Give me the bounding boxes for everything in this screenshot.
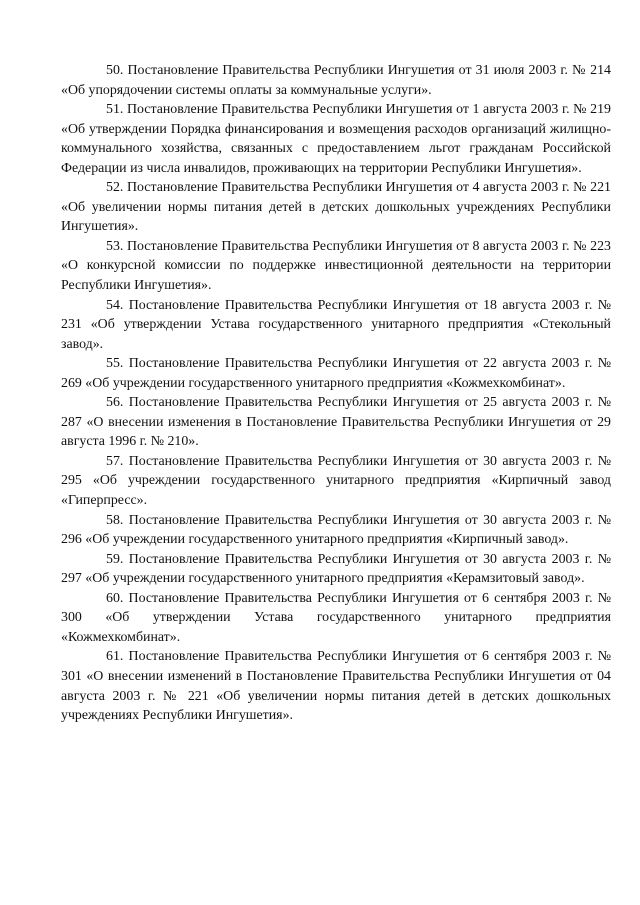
list-item: 60. Постановление Правительства Республики Ингушетия от 6 сентября 2003 г. № 300 «Об утверждении Устава государственного унитарного предприятия «Кожмехкомбинат».	[61, 590, 611, 645]
list-item: 53. Постановление Правительства Республики Ингушетия от 8 августа 2003 г. № 223 «О конкурсной комиссии по поддержке инвестиционной деятельности на территории Республики Ингушетия».	[61, 238, 611, 294]
list-item: 57. Постановление Правительства Республики Ингушетия от 30 августа 2003 г. № 295 «Об учреждении государственного унитарного предприятия «Кирпичный завод «Гиперпресс».	[61, 453, 611, 509]
list-item: 55. Постановление Правительства Республики Ингушетия от 22 августа 2003 г. № 269 «Об учреждении государственного унитарного предприятия «Кожмехкомбинат».	[61, 356, 611, 391]
list-item: 61. Постановление Правительства Республики Ингушетия от 6 сентября 2003 г. № 301 «О внесении изменений в Постановление Правительства Республики Ингушетия от 04 августа 2003 г. № 221 «Об увеличении нормы питания детей в детских дошкольных учреждениях Республики Ингушетия».	[61, 649, 611, 724]
list-item: 50. Постановление Правительства Республики Ингушетия от 31 июля 2003 г. № 214 «Об упорядочении системы оплаты за коммунальные услуги».	[61, 63, 611, 98]
list-item: 56. Постановление Правительства Республики Ингушетия от 25 августа 2003 г. № 287 «О внесении изменения в Постановление Правительства Республики Ингушетия от 29 августа 1996 г. № 210».	[61, 395, 611, 450]
list-item: 58. Постановление Правительства Республики Ингушетия от 30 августа 2003 г. № 296 «Об учреждении государственного унитарного предприятия «Кирпичный завод».	[61, 512, 611, 548]
list-item: 52. Постановление Правительства Республики Ингушетия от 4 августа 2003 г. № 221 «Об увеличении нормы питания детей в детских дошкольных учреждениях Республики Ингушетия».	[61, 180, 611, 235]
list-item: 51. Постановление Правительства Республики Ингушетия от 1 августа 2003 г. № 219 «Об утверждении Порядка финансирования и возмещения расходов организаций жилищно-коммунального хозяйства, связанных с предоставлением льгот гражданам Российской Федерации из числа инвалидов, проживающих на территории Республики Ингушетия».	[61, 102, 611, 176]
list-item: 59. Постановление Правительства Республики Ингушетия от 30 августа 2003 г. № 297 «Об учреждении государственного унитарного предприятия «Керамзитовый завод».	[61, 551, 611, 587]
list-item: 54. Постановление Правительства Республики Ингушетия от 18 августа 2003 г. № 231 «Об утверждении Устава государственного унитарного предприятия «Стекольный завод».	[61, 297, 611, 352]
document-page	[61, 61, 611, 726]
